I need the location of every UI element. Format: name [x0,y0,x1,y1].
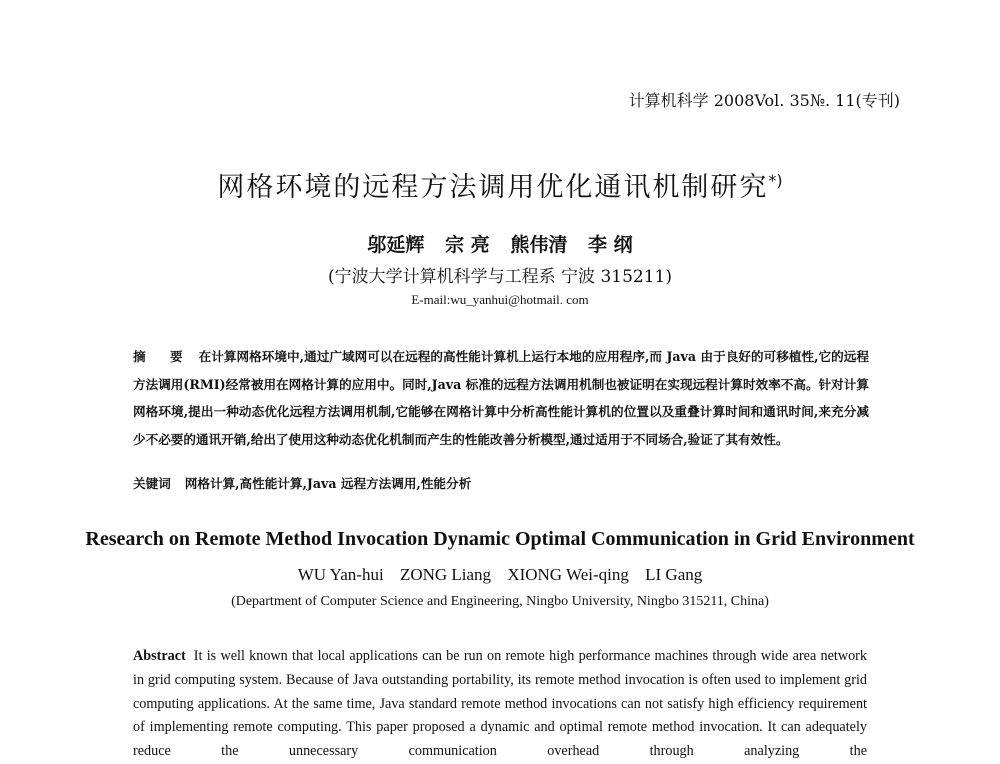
author-cn-2: 宗 亮 [445,234,490,256]
author-cn-4: 李 纲 [587,234,633,256]
abstract-cn-label: 摘 要 [133,349,193,364]
keywords-cn-text: 网格计算,高性能计算,Java 远程方法调用,性能分析 [184,476,472,491]
title-footnote-mark: *) [768,171,783,190]
title-chinese [0,165,1000,204]
author-en-4: LI Gang [645,565,703,584]
abstract-cn-text: 在计算网格环境中,通过广域网可以在远程的高性能计算机上运行本地的应用程序,而 Java 由于良好的可移植性,它的远程方法调用(RMI)经常被用在网格计算的应用中。同时,Java 标准的远程方法调用机制也被证明在实现远程计算时效率不高。针对计算网格环境,提出一种动态优化远程方法调用机制,它能够在网格计算中分析高性能计算机的位置以及重叠计算时间和通讯时间,来充分减少不必要的通讯开销,给出了使用这种动态优化机制而产生的性能改善分析模型,通过适用于不同场合,验证了其有效性。 [133,349,869,447]
abstract-chinese [133,343,869,453]
author-en-1: WU Yan-hui [297,565,384,584]
title-chinese-text: 网格环境的远程方法调用优化通讯机制研究 [217,172,769,203]
author-email: E-mail:wu_yanhui@hotmail. com [411,292,589,307]
author-cn-3: 熊伟清 [510,234,568,256]
abstract-en-label: Abstract [133,648,186,664]
keywords-cn-label: 关键词 [133,476,171,491]
author-en-3: XIONG Wei-qing [507,565,629,584]
journal-header: 计算机科学 2008Vol. 35№. 11(专刊) [628,91,900,110]
title-english: Research on Remote Method Invocation Dynamic Optimal Communication in Grid Environment [85,528,915,550]
affiliation-english: (Department of Computer Science and Engineering, Ningbo University, Ningbo 315211, China) [231,594,769,609]
authors-chinese [0,230,1000,257]
abstract-english [133,645,867,764]
affiliation-chinese: (宁波大学计算机科学与工程系 宁波 315211) [328,267,672,287]
authors-english [0,565,1000,585]
keywords-chinese [133,473,869,492]
author-en-2: ZONG Liang [399,565,492,584]
abstract-en-text: It is well known that local applications can be run on remote high performance machines through wide area network in grid computing system. Because of Java outstanding portability, its remote method invocation is often used to implement grid computing applications. At the same time, Java standard remote method invocations can not satisfy high efficiency requirement of implementing remote computing. This paper proposed a dynamic and optimal remote method invocation. It can adequately reduce the unnecessary communication overhead through analyzing the [133,648,867,760]
author-cn-1: 邬延辉 [367,234,425,256]
